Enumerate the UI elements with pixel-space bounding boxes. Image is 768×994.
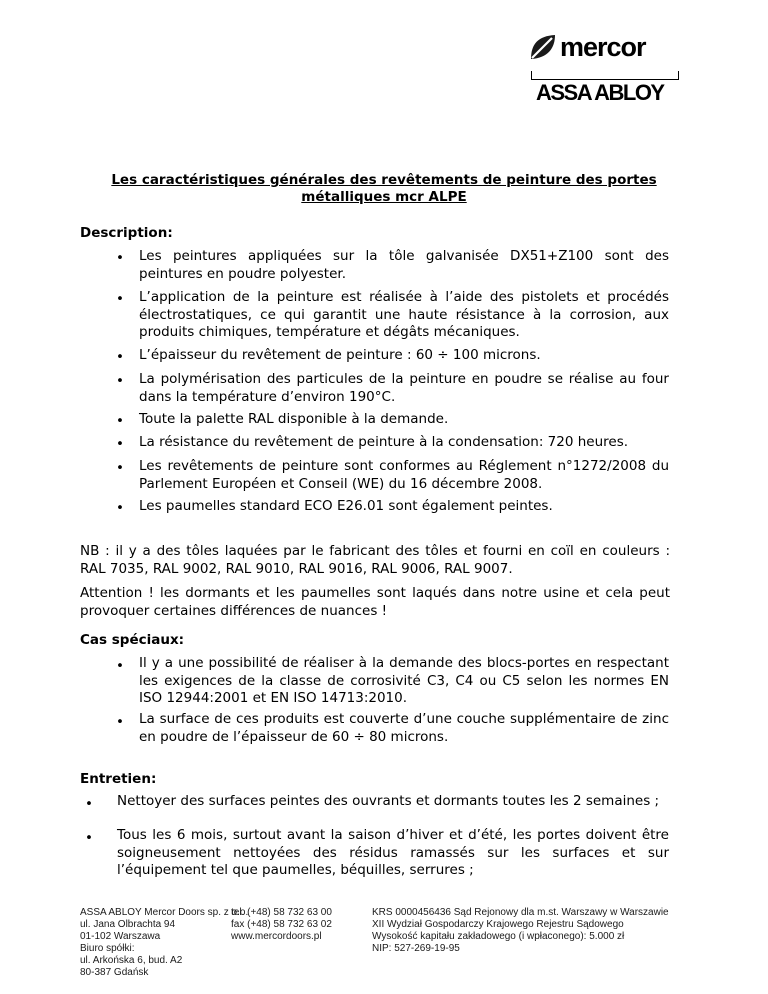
special-item: La surface de ces produits est couverte d’une couche supplémentaire de zinc en poudre de l’épaisseur de 60 ÷ 80 microns. bbox=[139, 711, 669, 745]
attention-paragraph: Attention ! les dormants et les paumelles sont laqués dans notre usine et cela peut provoquer certaines différences de nuances ! bbox=[80, 585, 670, 619]
footer-registration: KRS 0000456436 Sąd Rejonowy dla m.st. Warszawy w Warszawie XII Wydział Gospodarczy Krajowego Rejestru Sądowego Wysokość kapitału zakładowego (i wpłaconego): 5.000 zł NIP: 527-269-19-95 bbox=[372, 907, 669, 954]
footer-contact: tel. (+48) 58 732 63 00 fax (+48) 58 732 63 02 www.mercordoors.pl bbox=[231, 907, 332, 942]
document-title: Les caractéristiques générales des revêtements de peinture des portes métalliques mcr ALPE bbox=[111, 172, 657, 205]
logo-bracket bbox=[531, 71, 679, 80]
bullet-icon: • bbox=[116, 714, 124, 730]
footer-company-address: ASSA ABLOY Mercor Doors sp. z o.o. ul. Jana Olbrachta 94 01-102 Warszawa Biuro spółki: ul. Arkońska 6, bud. A2 80-387 Gdańsk bbox=[80, 907, 249, 978]
company-logo bbox=[528, 30, 688, 110]
description-heading: Description: bbox=[80, 225, 173, 241]
description-item: Les revêtements de peinture sont conformes au Réglement n°1272/2008 du Parlement Européen et Conseil (WE) du 16 décembre 2008. bbox=[139, 458, 669, 492]
description-item: L’épaisseur du revêtement de peinture : 60 ÷ 100 microns. bbox=[139, 347, 541, 363]
bullet-icon: • bbox=[85, 796, 93, 812]
maintenance-heading: Entretien: bbox=[80, 771, 157, 787]
description-item: L’application de la peinture est réalisée à l’aide des pistolets et procédés électrostatiques, ce qui garantit une haute résistance à la corrosion, aux produits chimiques, température et dégâts mécaniques. bbox=[139, 289, 669, 340]
special-item: Il y a une possibilité de réaliser à la demande des blocs-portes en respectant les exigences de la classe de corrosivité C3, C4 ou C5 selon les normes EN ISO 12944:2001 et EN ISO 14713:2010. bbox=[139, 655, 669, 706]
description-item: Les peintures appliquées sur la tôle galvanisée DX51+Z100 sont des peintures en poudre polyester. bbox=[139, 248, 669, 282]
description-item: La résistance du revêtement de peinture à la condensation: 720 heures. bbox=[139, 434, 629, 450]
logo-parent-text: ASSA ABLOY bbox=[536, 80, 664, 105]
maintenance-item: Tous les 6 mois, surtout avant la saison d’hiver et d’été, les portes doivent être soigneusement nettoyées des résidus ramassés sur les surfaces et sur l’équipement tel que paumelles, béquilles, serrures ; bbox=[117, 827, 669, 878]
bullet-icon: • bbox=[116, 413, 124, 429]
bullet-icon: • bbox=[116, 436, 124, 452]
maintenance-item: Nettoyer des surfaces peintes des ouvrants et dormants toutes les 2 semaines ; bbox=[117, 793, 660, 809]
bullet-icon: • bbox=[116, 460, 124, 476]
description-item: Toute la palette RAL disponible à la demande. bbox=[139, 411, 449, 427]
bullet-icon: • bbox=[116, 500, 124, 516]
bullet-icon: • bbox=[116, 250, 124, 266]
special-heading: Cas spéciaux: bbox=[80, 632, 185, 648]
bullet-icon: • bbox=[116, 373, 124, 389]
bullet-icon: • bbox=[116, 658, 124, 674]
logo-brand-text: mercor bbox=[560, 32, 646, 62]
bullet-icon: • bbox=[116, 349, 124, 365]
description-item: Les paumelles standard ECO E26.01 sont également peintes. bbox=[139, 498, 553, 514]
bullet-icon: • bbox=[85, 830, 93, 846]
mercor-leaf-icon bbox=[528, 32, 558, 62]
bullet-icon: • bbox=[116, 291, 124, 307]
description-item: La polymérisation des particules de la peinture en poudre se réalise au four dans la température d’environ 190°C. bbox=[139, 371, 669, 405]
nb-paragraph: NB : il y a des tôles laquées par le fabricant des tôles et fourni en coïl en couleurs : RAL 7035, RAL 9002, RAL 9010, RAL 9016, RAL 9006, RAL 9007. bbox=[80, 543, 670, 577]
